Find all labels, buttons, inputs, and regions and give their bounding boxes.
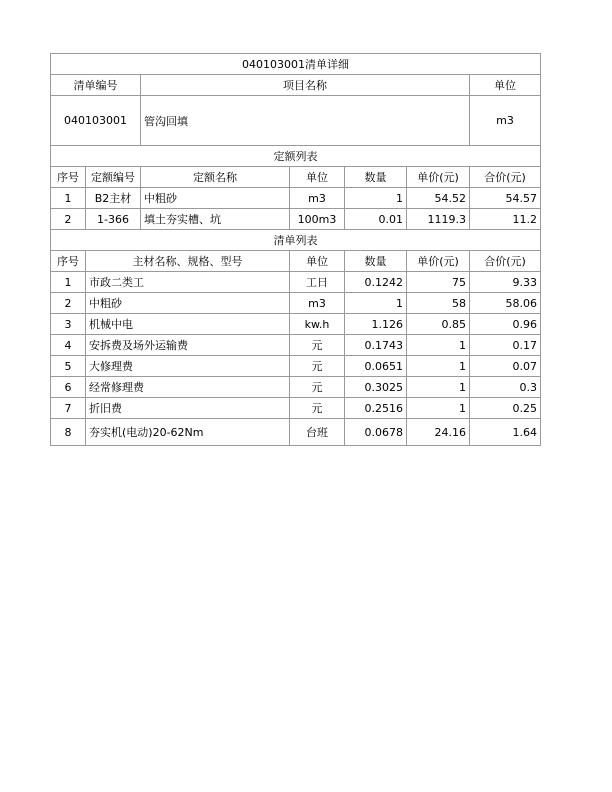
quota-unit: 100m3 <box>290 209 345 230</box>
detail-table <box>50 53 541 146</box>
material-no: 1 <box>51 272 86 293</box>
material-total: 0.17 <box>470 335 541 356</box>
material-unit: 台班 <box>290 419 345 446</box>
quota-header-no: 序号 <box>51 167 86 188</box>
header-code: 清单编号 <box>51 75 141 96</box>
material-unit-price: 58 <box>407 293 470 314</box>
item-header-row <box>51 75 541 96</box>
material-total: 9.33 <box>470 272 541 293</box>
material-row <box>51 377 541 398</box>
material-unit: m3 <box>290 293 345 314</box>
material-qty: 0.1743 <box>345 335 407 356</box>
materials-table <box>50 229 541 446</box>
material-row <box>51 293 541 314</box>
item-name: 管沟回填 <box>141 96 470 146</box>
quota-section-title: 定额列表 <box>51 146 541 167</box>
material-qty: 0.1242 <box>345 272 407 293</box>
material-name: 大修理费 <box>86 356 290 377</box>
header-name: 项目名称 <box>141 75 470 96</box>
item-unit: m3 <box>470 96 541 146</box>
quota-code: B2主材 <box>86 188 141 209</box>
material-unit: 元 <box>290 335 345 356</box>
quota-name: 填土夯实槽、坑 <box>141 209 290 230</box>
material-unit: 元 <box>290 356 345 377</box>
item-row <box>51 96 541 146</box>
material-unit: kw.h <box>290 314 345 335</box>
materials-header-name: 主材名称、规格、型号 <box>86 251 290 272</box>
materials-header-total: 合价(元) <box>470 251 541 272</box>
material-row <box>51 335 541 356</box>
quota-total: 11.2 <box>470 209 541 230</box>
material-unit-price: 0.85 <box>407 314 470 335</box>
quota-unit-price: 54.52 <box>407 188 470 209</box>
quota-header-unit: 单位 <box>290 167 345 188</box>
materials-header-qty: 数量 <box>345 251 407 272</box>
detail-sheet <box>50 53 540 446</box>
material-total: 0.25 <box>470 398 541 419</box>
material-no: 3 <box>51 314 86 335</box>
material-unit: 元 <box>290 398 345 419</box>
material-name: 经常修理费 <box>86 377 290 398</box>
quota-code: 1-366 <box>86 209 141 230</box>
material-unit-price: 1 <box>407 377 470 398</box>
quota-total: 54.57 <box>470 188 541 209</box>
material-name: 中粗砂 <box>86 293 290 314</box>
material-row <box>51 272 541 293</box>
materials-header-unit: 单位 <box>290 251 345 272</box>
quota-table <box>50 145 541 230</box>
material-total: 0.96 <box>470 314 541 335</box>
material-no: 2 <box>51 293 86 314</box>
material-total: 0.07 <box>470 356 541 377</box>
material-name: 机械中电 <box>86 314 290 335</box>
materials-header-unit-price: 单价(元) <box>407 251 470 272</box>
quota-header-name: 定额名称 <box>141 167 290 188</box>
item-code: 040103001 <box>51 96 141 146</box>
material-total: 0.3 <box>470 377 541 398</box>
material-row <box>51 398 541 419</box>
material-unit: 元 <box>290 377 345 398</box>
quota-unit-price: 1119.3 <box>407 209 470 230</box>
quota-no: 2 <box>51 209 86 230</box>
quota-header-unit-price: 单价(元) <box>407 167 470 188</box>
material-name: 夯实机(电动)20-62Nm <box>86 419 290 446</box>
materials-section-title: 清单列表 <box>51 230 541 251</box>
material-no: 5 <box>51 356 86 377</box>
material-qty: 0.0678 <box>345 419 407 446</box>
materials-section-row <box>51 230 541 251</box>
sheet-title: 040103001清单详细 <box>51 54 541 75</box>
material-unit-price: 75 <box>407 272 470 293</box>
material-total: 1.64 <box>470 419 541 446</box>
quota-header-code: 定额编号 <box>86 167 141 188</box>
quota-unit: m3 <box>290 188 345 209</box>
material-row <box>51 314 541 335</box>
material-unit-price: 1 <box>407 398 470 419</box>
material-name: 安拆费及场外运输费 <box>86 335 290 356</box>
material-no: 8 <box>51 419 86 446</box>
quota-qty: 0.01 <box>345 209 407 230</box>
material-name: 折旧费 <box>86 398 290 419</box>
material-qty: 1.126 <box>345 314 407 335</box>
quota-header-qty: 数量 <box>345 167 407 188</box>
quota-no: 1 <box>51 188 86 209</box>
quota-row <box>51 188 541 209</box>
material-qty: 0.2516 <box>345 398 407 419</box>
material-row <box>51 419 541 446</box>
material-qty: 0.0651 <box>345 356 407 377</box>
quota-section-row <box>51 146 541 167</box>
material-unit-price: 24.16 <box>407 419 470 446</box>
material-row <box>51 356 541 377</box>
material-qty: 0.3025 <box>345 377 407 398</box>
material-no: 7 <box>51 398 86 419</box>
quota-qty: 1 <box>345 188 407 209</box>
material-unit: 工日 <box>290 272 345 293</box>
header-unit: 单位 <box>470 75 541 96</box>
materials-header-no: 序号 <box>51 251 86 272</box>
title-row <box>51 54 541 75</box>
quota-row <box>51 209 541 230</box>
material-unit-price: 1 <box>407 356 470 377</box>
material-total: 58.06 <box>470 293 541 314</box>
quota-header-row <box>51 167 541 188</box>
material-no: 6 <box>51 377 86 398</box>
materials-header-row <box>51 251 541 272</box>
quota-header-total: 合价(元) <box>470 167 541 188</box>
material-qty: 1 <box>345 293 407 314</box>
material-name: 市政二类工 <box>86 272 290 293</box>
quota-name: 中粗砂 <box>141 188 290 209</box>
material-unit-price: 1 <box>407 335 470 356</box>
material-no: 4 <box>51 335 86 356</box>
